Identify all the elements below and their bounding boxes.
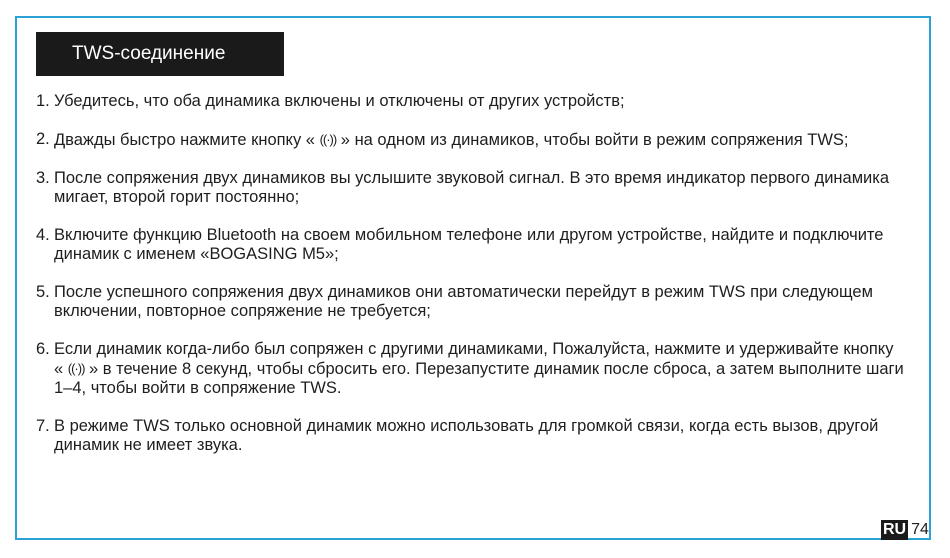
step-number: 4. [36, 226, 50, 244]
step-number: 5. [36, 283, 50, 301]
step-text-after-icon: » на одном из динамиков, чтобы войти в режим сопряжения TWS; [336, 131, 849, 149]
wireless-broadcast-icon: ((·)) [319, 132, 337, 147]
step-number: 3. [36, 169, 50, 187]
step-text-before-icon: Дважды быстро нажмите кнопку « [54, 131, 320, 149]
step-number: 2. [36, 130, 50, 148]
page-number: 74 [911, 521, 929, 538]
step-text: Включите функцию Bluetooth на своем мобильном телефоне или другом устройстве, найдите и подключите динамик с именем «BOGASING M5»; [54, 226, 884, 263]
wireless-broadcast-icon: ((·)) [67, 361, 85, 376]
step-4 [36, 226, 906, 264]
step-7 [36, 417, 906, 455]
page-footer [881, 520, 929, 540]
step-text: После сопряжения двух динамиков вы услышите звуковой сигнал. В это время индикатор первого динамика мигает, второй горит постоянно; [54, 169, 890, 206]
step-6 [36, 340, 906, 398]
step-text-before-icon: Если динамик когда-либо был сопряжен с другими динамиками, Пожалуйста, нажмите и удерживайте кнопку « [54, 340, 894, 378]
step-text: После успешного сопряжения двух динамиков они автоматически перейдут в режим TWS при следующем включении, повторное сопряжение не требуется; [54, 283, 873, 320]
step-text-after-icon: » в течение 8 секунд, чтобы сбросить его. Перезапустите динамик после сброса, а затем выполните шаги 1–4, чтобы войти в сопряжение TWS. [54, 360, 904, 397]
step-2 [36, 130, 906, 150]
step-3 [36, 169, 906, 207]
step-text: Убедитесь, что оба динамика включены и отключены от других устройств; [54, 92, 625, 110]
language-badge: RU [883, 521, 907, 538]
step-5 [36, 283, 906, 321]
instruction-list [36, 92, 906, 474]
step-1 [36, 92, 906, 111]
step-text: В режиме TWS только основной динамик можно использовать для громкой связи, когда есть вызов, другой динамик не имеет звука. [54, 417, 879, 454]
step-number: 6. [36, 340, 50, 358]
step-number: 1. [36, 92, 50, 110]
step-number: 7. [36, 417, 50, 435]
section-title: TWS-соединение [36, 32, 284, 76]
